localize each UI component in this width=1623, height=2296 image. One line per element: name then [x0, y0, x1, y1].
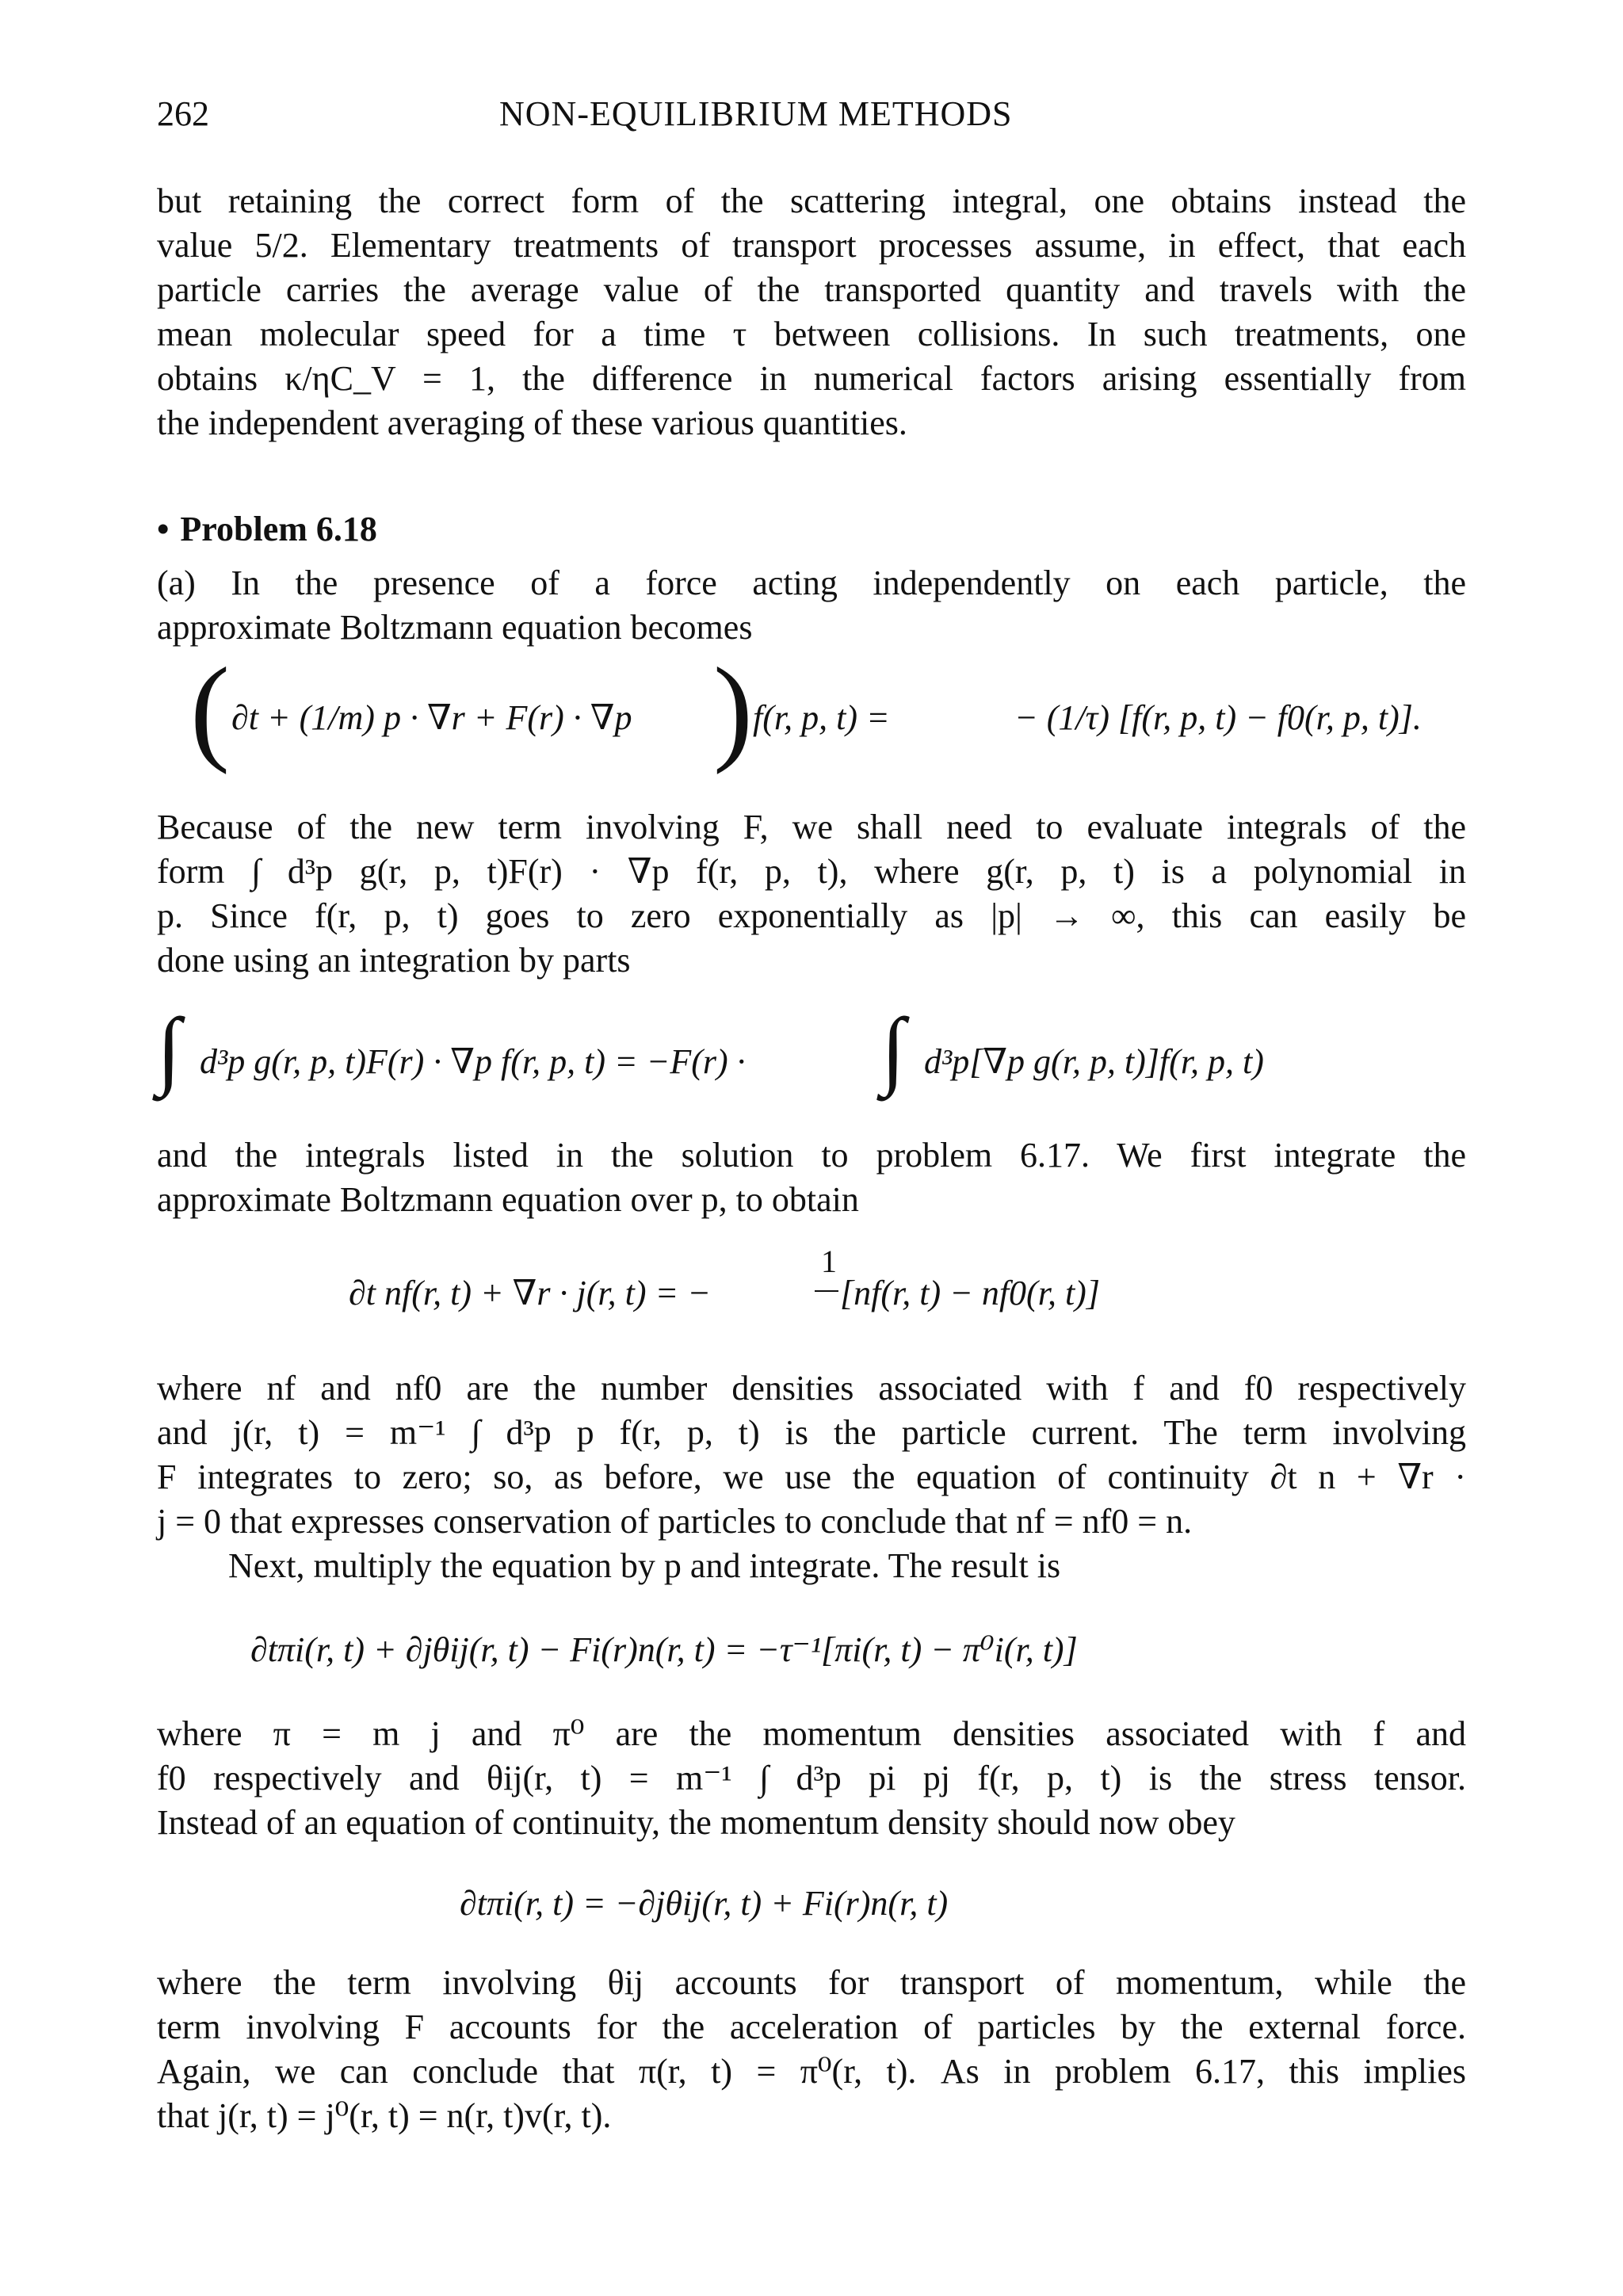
text-line: the independent averaging of these various quantities. [157, 403, 907, 442]
equation-rhs: [nf(r, t) − nf0(r, t)] [840, 1274, 1100, 1312]
equation-momentum-density: ∂tπi(r, t) = −∂jθij(r, t) + Fi(r)n(r, t) [460, 1884, 949, 1923]
equation-rhs: − (1/τ) [f(r, p, t) − f0(r, p, t)]. [1014, 698, 1422, 737]
text-line: Instead of an equation of continuity, the momentum density should now obey [157, 1803, 1235, 1842]
text-line: Next, multiply the equation by p and integrate. The result is [228, 1546, 1061, 1585]
text-line: particle carries the average value of the transported quantity and travels with the [157, 270, 1466, 309]
page-number: 262 [157, 94, 209, 133]
equation-lhs: d³p g(r, p, t)F(r) · ∇p f(r, p, t) = −F(r) · [200, 1042, 746, 1081]
text-line: j = 0 that expresses conservation of particles to conclude that nf = nf0 = n. [157, 1502, 1193, 1541]
text-line: and j(r, t) = m⁻¹ ∫ d³p p f(r, p, t) is the particle current. The term involving [157, 1413, 1466, 1452]
text-line: p. Since f(r, p, t) goes to zero exponentially as |p| → ∞, this can easily be [157, 896, 1466, 935]
right-paren-icon: ) [713, 644, 753, 775]
text-line: value 5/2. Elementary treatments of transport processes assume, in effect, that each [157, 226, 1466, 265]
text-line: where π = m j and π⁰ are the momentum densities associated with f and [157, 1714, 1466, 1753]
equation-lhs: ∂t nf(r, t) + ∇r · j(r, t) = − [349, 1274, 711, 1312]
equation-momentum: ∂tπi(r, t) + ∂jθij(r, t) − Fi(r)n(r, t) = −τ⁻¹[πi(r, t) − π⁰i(r, t)] [250, 1630, 1078, 1669]
text-line: mean molecular speed for a time τ between collisions. In such treatments, one [157, 315, 1466, 353]
text-line: Again, we can conclude that π(r, t) = π⁰(r, t). As in problem 6.17, this implies [157, 2052, 1466, 2091]
equation-rhs: d³p[∇p g(r, p, t)]f(r, p, t) [924, 1042, 1264, 1081]
text-line: term involving F accounts for the acceleration of particles by the external force. [157, 2008, 1466, 2046]
fraction-numerator: 1 [821, 1244, 837, 1279]
text-line: F integrates to zero; so, as before, we use the equation of continuity ∂t n + ∇r · [157, 1457, 1466, 1496]
text-line: approximate Boltzmann equation over p, to obtain [157, 1180, 859, 1219]
left-paren-icon: ( [190, 644, 230, 775]
text-line: and the integrals listed in the solution to problem 6.17. We first integrate the [157, 1136, 1466, 1175]
equation-lhs: ∂t + (1/m) p · ∇r + F(r) · ∇p [231, 698, 632, 737]
text-line: where the term involving θij accounts for transport of momentum, while the [157, 1963, 1466, 2002]
text-line: that j(r, t) = j⁰(r, t) = n(r, t)v(r, t). [157, 2096, 612, 2135]
problem-heading [157, 507, 377, 552]
bullet-icon: • [157, 510, 170, 548]
text-line: approximate Boltzmann equation becomes [157, 608, 753, 647]
integral-icon: ∫ [157, 1000, 181, 1097]
problem-title: Problem 6.18 [180, 510, 377, 548]
fraction-bar [815, 1290, 838, 1292]
text-line: form ∫ d³p g(r, p, t)F(r) · ∇p f(r, p, t), where g(r, p, t) is a polynomial in [157, 852, 1466, 891]
text-line: (a) In the presence of a force acting independently on each particle, the [157, 563, 1466, 602]
text-line: but retaining the correct form of the scattering integral, one obtains instead the [157, 181, 1466, 220]
text-line: done using an integration by parts [157, 941, 631, 980]
text-line: where nf and nf0 are the number densities associated with f and f0 respectively [157, 1369, 1466, 1408]
text-line: f0 respectively and θij(r, t) = m⁻¹ ∫ d³p pi pj f(r, p, t) is the stress tensor. [157, 1759, 1466, 1797]
running-title: NON-EQUILIBRIUM METHODS [499, 94, 1013, 133]
equation-f: f(r, p, t) = [753, 698, 890, 737]
integral-icon: ∫ [881, 1000, 906, 1097]
text-line: Because of the new term involving F, we shall need to evaluate integrals of the [157, 808, 1466, 846]
text-line: obtains κ/ηC_V = 1, the difference in numerical factors arising essentially from [157, 359, 1466, 398]
